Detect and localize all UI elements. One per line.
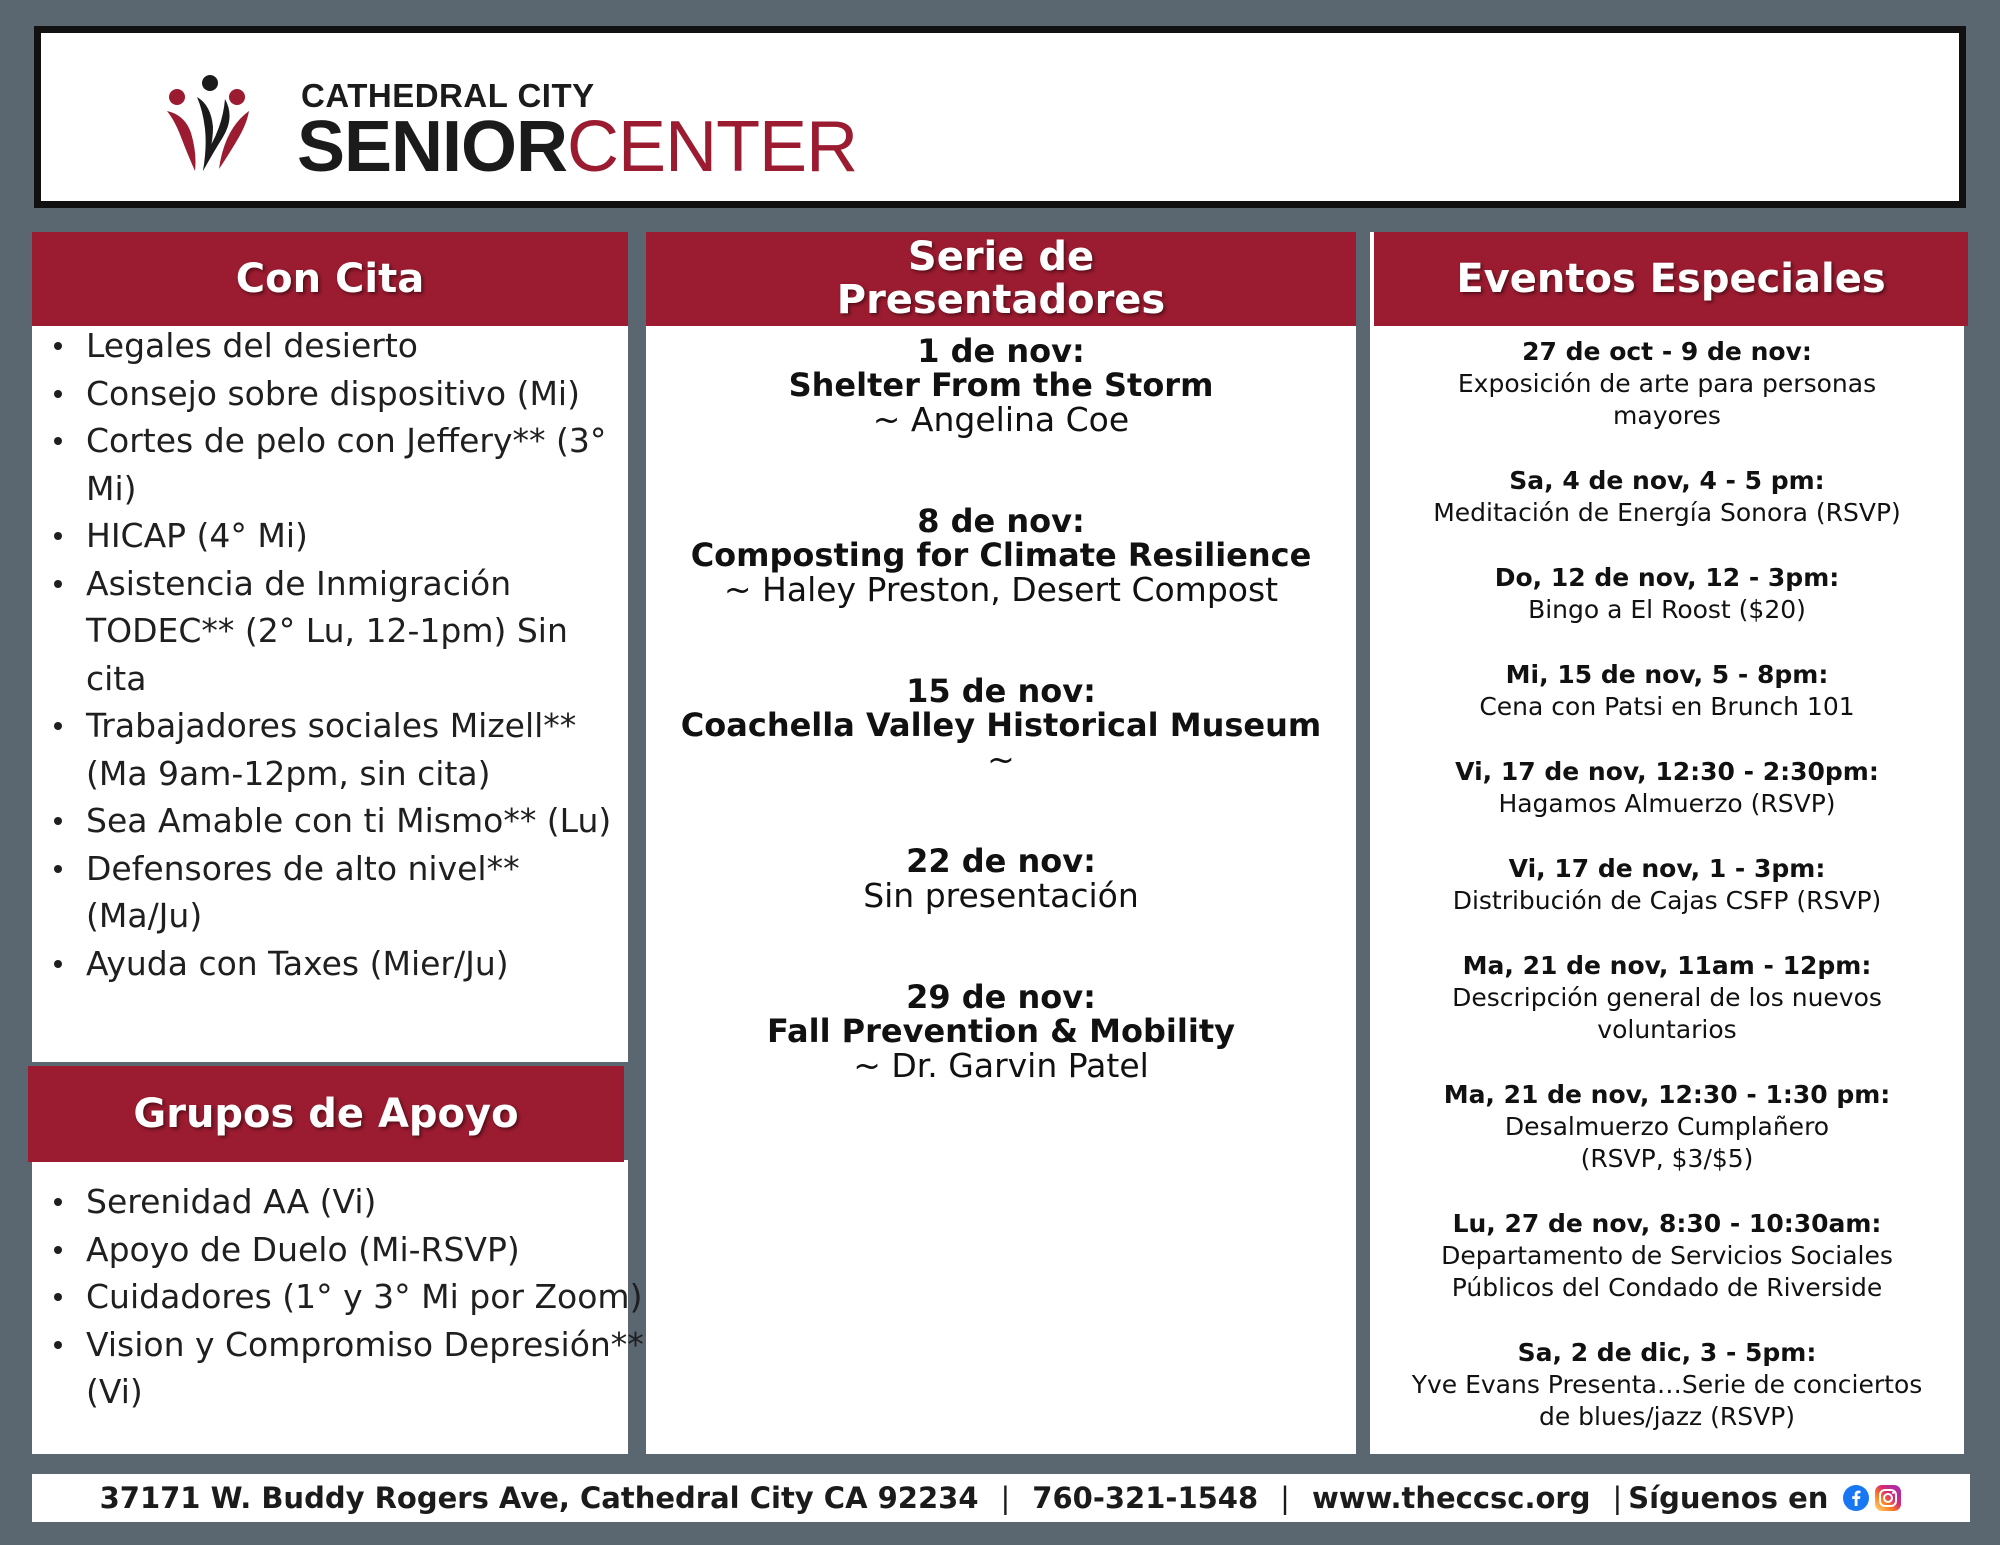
footer-separator: |: [1280, 1481, 1290, 1515]
event-item: [1370, 853, 1964, 917]
presentation-speaker: ~ Haley Preston, Desert Compost: [723, 570, 1279, 609]
footer-phone: 760-321-1548: [1032, 1481, 1259, 1515]
grupos-list: [34, 1178, 644, 1416]
brand-name: [297, 107, 858, 187]
presentadores-title-2: Presentadores: [836, 277, 1166, 323]
brand-center: CENTER: [567, 107, 858, 187]
event-description: Cena con Patsi en Brunch 101: [1479, 692, 1855, 721]
grupo-item: Serenidad AA (Vi): [34, 1178, 644, 1226]
presentation-date: 15 de nov:: [906, 672, 1096, 710]
logo: [129, 65, 858, 187]
social-icons: [1842, 1484, 1902, 1512]
presentation-speaker: ~ Angelina Coe: [872, 400, 1130, 439]
event-date: Mi, 15 de nov, 5 - 8pm:: [1505, 660, 1829, 689]
presentadores-header: [646, 232, 1356, 326]
event-description: Descripción general de los nuevos voluntarios: [1452, 983, 1882, 1044]
con-cita-item: Defensores de alto nivel** (Ma/Ju): [34, 845, 630, 940]
event-description: Bingo a El Roost ($20): [1528, 595, 1806, 624]
event-item: [1370, 465, 1964, 529]
event-date: Sa, 4 de nov, 4 - 5 pm:: [1509, 466, 1825, 495]
footer-follow: Síguenos en: [1628, 1481, 1829, 1515]
presentation-title: Fall Prevention & Mobility: [767, 1012, 1235, 1050]
presentation-item: [646, 674, 1356, 778]
eventos-list: [1370, 336, 1964, 1466]
event-item: [1370, 756, 1964, 820]
presentation-title: Composting for Climate Resilience: [690, 536, 1312, 574]
header-banner: [34, 26, 1966, 208]
presentadores-title-1: Serie de: [907, 234, 1095, 280]
presentation-date: 22 de nov:: [906, 842, 1096, 880]
presentation-speaker: ~: [987, 740, 1015, 779]
event-description: Hagamos Almuerzo (RSVP): [1498, 789, 1836, 818]
event-date: Do, 12 de nov, 12 - 3pm:: [1494, 563, 1840, 592]
footer-separator: |: [1000, 1481, 1011, 1515]
con-cita-title: Con Cita: [235, 256, 425, 302]
con-cita-item: HICAP (4° Mi): [34, 512, 630, 560]
event-date: Vi, 17 de nov, 1 - 3pm:: [1508, 854, 1826, 883]
grupo-item: Apoyo de Duelo (Mi-RSVP): [34, 1226, 644, 1274]
presentation-date: 29 de nov:: [906, 978, 1096, 1016]
presentation-date: 1 de nov:: [917, 332, 1085, 370]
event-description: Departamento de Servicios Sociales Públicos del Condado de Riverside: [1441, 1241, 1893, 1302]
presentation-title: Coachella Valley Historical Museum: [680, 706, 1322, 744]
event-description: Meditación de Energía Sonora (RSVP): [1433, 498, 1901, 527]
footer: [32, 1474, 1970, 1522]
con-cita-item: Trabajadores sociales Mizell** (Ma 9am-12pm, sin cita): [34, 702, 630, 797]
presentation-item: [646, 334, 1356, 438]
brand-senior: SENIOR: [297, 107, 568, 187]
event-item: [1370, 659, 1964, 723]
con-cita-item: Ayuda con Taxes (Mier/Ju): [34, 940, 630, 988]
presentation-speaker: ~ Dr. Garvin Patel: [853, 1046, 1149, 1085]
presentation-speaker: Sin presentación: [863, 876, 1139, 915]
con-cita-item: Asistencia de Inmigración TODEC** (2° Lu, 12-1pm) Sin cita: [34, 560, 630, 703]
event-date: Lu, 27 de nov, 8:30 - 10:30am:: [1452, 1209, 1882, 1238]
con-cita-item: Cortes de pelo con Jeffery** (3° Mi): [34, 417, 630, 512]
presentation-title: Shelter From the Storm: [788, 366, 1214, 404]
grupo-item: Cuidadores (1° y 3° Mi por Zoom): [34, 1273, 644, 1321]
grupos-title: Grupos de Apoyo: [133, 1091, 519, 1137]
event-date: Vi, 17 de nov, 12:30 - 2:30pm:: [1455, 757, 1879, 786]
event-date: 27 de oct - 9 de nov:: [1522, 337, 1812, 366]
presentation-date: 8 de nov:: [917, 502, 1085, 540]
facebook-icon[interactable]: [1842, 1484, 1870, 1512]
eventos-header: [1374, 232, 1968, 326]
event-date: Ma, 21 de nov, 11am - 12pm:: [1462, 951, 1872, 980]
event-date: Ma, 21 de nov, 12:30 - 1:30 pm:: [1443, 1080, 1891, 1109]
event-date: Sa, 2 de dic, 3 - 5pm:: [1517, 1338, 1817, 1367]
event-description: Desalmuerzo Cumplañero (RSVP, $3/$5): [1504, 1112, 1830, 1173]
presentadores-list: [646, 334, 1356, 1084]
presentation-item: [646, 504, 1356, 608]
event-description: Yve Evans Presenta…Serie de conciertos de blues/jazz (RSVP): [1411, 1370, 1923, 1431]
event-item: [1370, 1208, 1964, 1304]
con-cita-item: Sea Amable con ti Mismo** (Lu): [34, 797, 630, 845]
presentation-item: [646, 844, 1356, 914]
con-cita-header: [32, 232, 628, 326]
event-description: Exposición de arte para personas mayores: [1457, 369, 1877, 430]
con-cita-item: Legales del desierto: [34, 322, 630, 370]
event-description: Distribución de Cajas CSFP (RSVP): [1452, 886, 1882, 915]
brand-line1: CATHEDRAL CITY: [301, 77, 595, 114]
event-item: [1370, 1079, 1964, 1175]
instagram-icon[interactable]: [1874, 1484, 1902, 1512]
footer-website[interactable]: www.theccsc.org: [1311, 1481, 1591, 1515]
con-cita-item: Consejo sobre dispositivo (Mi): [34, 370, 630, 418]
event-item: [1370, 336, 1964, 432]
event-item: [1370, 950, 1964, 1046]
presentation-item: [646, 980, 1356, 1084]
event-item: [1370, 562, 1964, 626]
con-cita-list: [34, 322, 630, 987]
grupos-header: [28, 1066, 624, 1162]
logo-figures-icon: [165, 75, 295, 175]
eventos-title: Eventos Especiales: [1456, 256, 1886, 302]
event-item: [1370, 1337, 1964, 1433]
grupo-item: Vision y Compromiso Depresión** (Vi): [34, 1321, 644, 1416]
footer-separator: |: [1612, 1481, 1623, 1515]
footer-address: 37171 W. Buddy Rogers Ave, Cathedral City CA 92234: [99, 1481, 979, 1515]
